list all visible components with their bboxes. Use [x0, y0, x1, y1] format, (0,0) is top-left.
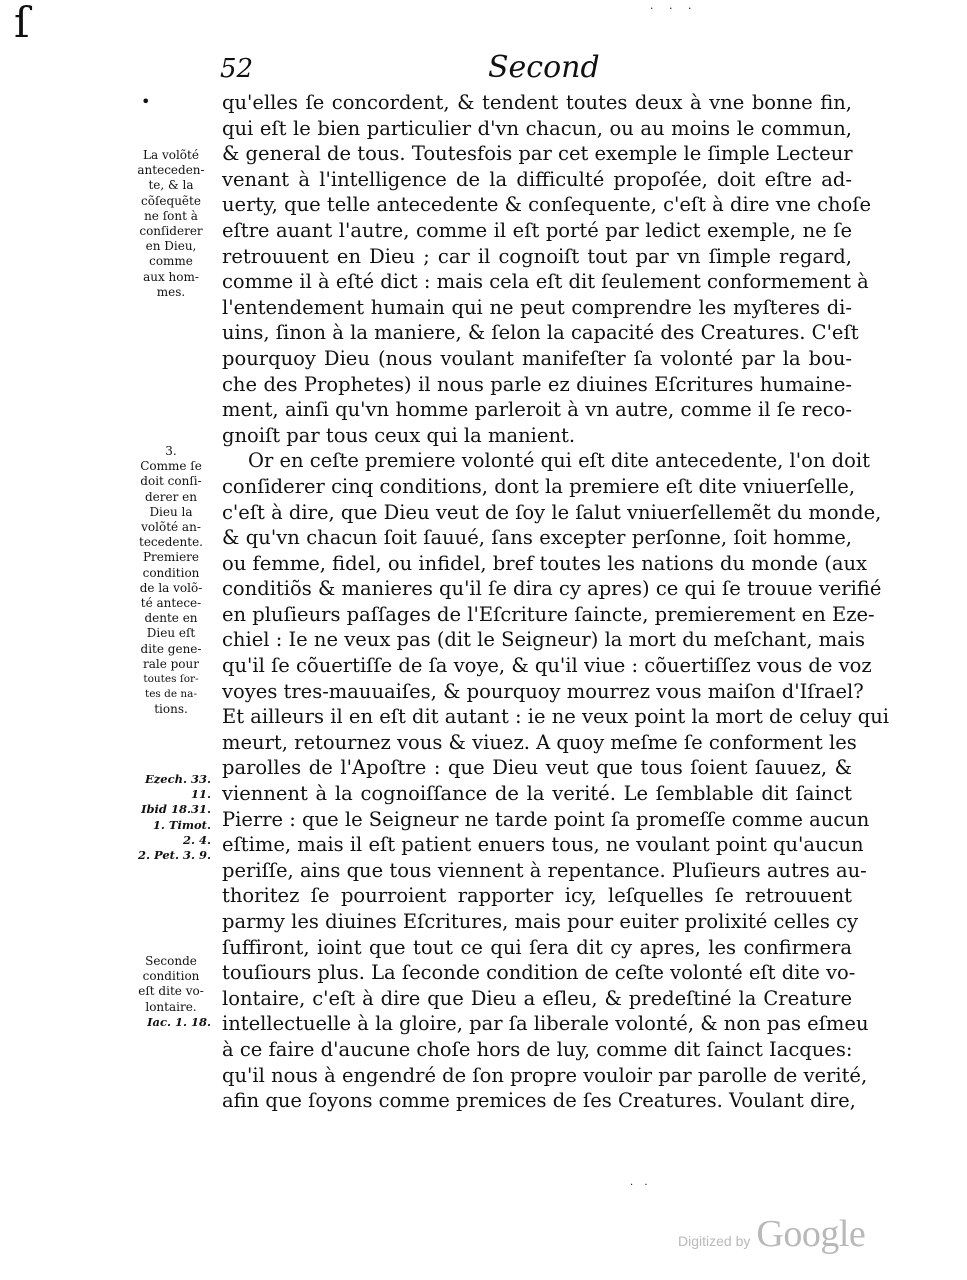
text-line: Or en ceſte premiere volonté qui eſt dite antecedente, l'on doit	[248, 449, 870, 473]
running-head: Second	[488, 50, 600, 85]
margin-line: aux hom-	[143, 269, 199, 284]
text-line: venant à l'intelligence de la difficulté propoſée, doit eſtre ad-	[222, 167, 852, 191]
text-line: viennent à la cognoiſſance de la verité. Le ſemblable dit ſainct	[222, 782, 852, 806]
text-line: retrouuent en Dieu ; car il cognoiſt tout par vn ſimple regard,	[222, 244, 852, 268]
text-line: parolles de l'Apoſtre : que Dieu veut que tous ſoient ſauuez, &	[222, 756, 852, 780]
text-line: c'eſt à dire, que Dieu veut de ſoy le ſalut vniuerſellemẽt du monde,	[222, 500, 882, 524]
margin-line: anteceden-	[137, 163, 205, 178]
margin-line: ne ſont à	[144, 208, 198, 223]
margin-line: volõté an-	[141, 520, 201, 535]
text-line: conſiderer cinq conditions, dont la premiere eſt dite vniuerſelle,	[222, 474, 856, 498]
margin-line: 3.	[165, 444, 177, 458]
margin-line: condition	[142, 565, 200, 580]
text-line: qu'il ſe cõuertiſſe de ſa voye, & qu'il viue : cõuertiſſez vous de voz	[222, 654, 872, 678]
margin-line: dite gene-	[140, 641, 202, 656]
text-line: comme il à eſté dict : mais cela eſt dit ſeulement conformement à	[222, 270, 869, 294]
margin-line: Comme ſe	[140, 459, 202, 474]
margin-line: de la volõ-	[139, 580, 203, 595]
margin-line: conſiderer	[139, 224, 203, 239]
text-line: Pierre : que le Seigneur ne tarde point ſa promeſſe comme aucun	[222, 807, 870, 831]
text-line: en pluſieurs paſſages de l'Eſcriture ſaincte, premierement en Eze-	[222, 602, 875, 626]
margin-line: Dieu la	[149, 504, 193, 519]
text-line: che des Prophetes) il nous parle ez diuines Eſcritures humaine-	[222, 372, 852, 396]
text-line: gnoiſt par tous ceux qui la manient.	[222, 423, 576, 447]
digitized-watermark	[678, 1212, 865, 1256]
bottom-speck-marks: · ·	[630, 1180, 652, 1191]
scripture-reference: 2. Pet. 3. 9.	[138, 848, 211, 863]
text-line: qu'elles ſe concordent, & tendent toutes deux à vne bonne fin,	[222, 91, 852, 114]
scripture-reference: Ezech. 33.	[145, 772, 211, 786]
margin-line: tions.	[154, 702, 188, 717]
margin-line: Dieu eſt	[146, 626, 196, 641]
margin-line: tes de na-	[144, 688, 197, 701]
text-line: qui eſt le bien particulier d'vn chacun, ou au moins le commun,	[222, 116, 852, 140]
text-line: eſtime, mais il eſt patient enuers tous, ne voulant point qu'aucun	[222, 833, 864, 857]
margin-line: eſt dite vo-	[138, 984, 204, 999]
margin-line: doit conſi-	[140, 474, 202, 489]
margin-scripture-refs	[131, 772, 211, 863]
text-line: eſtre auant l'autre, comme il eſt porté par ledict exemple, ne ſe	[222, 218, 852, 242]
margin-line: La volõté	[143, 148, 199, 162]
margin-line: derer en	[144, 489, 197, 504]
top-speck-marks: · · ·	[650, 2, 698, 15]
text-line: lontaire, c'eſt à dire que Dieu a eſleu, & predeſtiné la Creature	[222, 986, 852, 1010]
text-line: touſiours plus. La ſeconde condition de ceſte volonté eſt dite vo-	[222, 961, 856, 985]
margin-line: cõſequẽte	[141, 193, 201, 208]
margin-line: toutes ſor-	[143, 673, 199, 686]
margin-note-antecedent	[131, 148, 211, 300]
margin-line: lontaire.	[145, 999, 197, 1014]
margin-line: condition	[142, 969, 200, 984]
text-line: à ce faire d'aucune choſe hors de luy, comme dit ſainct Iacques:	[222, 1037, 853, 1061]
text-line: ou femme, fidel, ou infidel, bref toutes les nations du monde (aux	[222, 551, 868, 575]
watermark-prefix: Digitized by	[678, 1233, 751, 1249]
text-line: voyes tres-mauuaiſes, & pourquoy mourrez vous maiſon d'Iſrael?	[222, 679, 864, 703]
text-line: pourquoy Dieu (nous voulant manifeſter ſa volonté par la bou-	[222, 346, 852, 370]
margin-line: Premiere	[142, 550, 200, 565]
margin-note-second-condition	[131, 954, 211, 1030]
page-number: 52	[220, 54, 254, 84]
text-line: Et ailleurs il en eſt dit autant : ie ne veux point la mort de celuy qui	[222, 705, 890, 729]
margin-line: Seconde	[145, 954, 197, 968]
text-line: conditiõs & manieres qu'il ſe dira cy apres) ce qui ſe trouue verifié	[222, 577, 882, 601]
google-logo: Google	[756, 1213, 866, 1255]
text-line: uerty, que telle antecedente & conſequente, c'eſt à dire vne choſe	[222, 193, 872, 217]
text-line: qu'il nous à engendré de ſon propre vouloir par parolle de verité,	[222, 1063, 868, 1087]
margin-line: en Dieu,	[145, 239, 197, 254]
main-text-block	[222, 90, 890, 1114]
margin-line: dente en	[144, 611, 198, 626]
text-line: intellectuelle à la gloire, par ſa liberale volonté, & non pas eſmeu	[222, 1012, 869, 1036]
text-line: ment, ainſi qu'vn homme parleroit à vn autre, comme il ſe reco-	[222, 398, 852, 422]
text-line: ſuffiront, ioint que tout ce qui ſera dit cy apres, les confirmera	[222, 935, 852, 959]
text-line: parmy les diuines Eſcritures, mais pour euiter prolixité celles cy	[222, 910, 859, 933]
text-line: uins, ſinon à la maniere, & ſelon la capacité des Creatures. C'eſt	[222, 321, 859, 345]
text-line: periſſe, ains que tous viennent à repentance. Pluſieurs autres au-	[222, 858, 867, 882]
margin-note-first-condition	[131, 444, 211, 718]
scripture-reference: 1. Timot.	[152, 817, 211, 832]
text-line: l'entendement humain qui ne peut comprendre les myſteres di-	[222, 295, 852, 319]
scripture-reference: Iac. 1. 18.	[147, 1014, 211, 1029]
text-line: meurt, retournez vous & viuez. A quoy meſme ſe conforment les	[222, 730, 857, 754]
margin-bullet: •	[141, 92, 151, 111]
margin-line: té antece-	[140, 596, 202, 611]
text-line: & qu'vn chacun ſoit ſauué, ſans excepter perſonne, ſoit homme,	[222, 526, 852, 550]
margin-line: te, & la	[148, 178, 194, 193]
text-line: thoritez ſe pourroient rapporter icy, leſquelles ſe retrouuent	[222, 884, 852, 908]
scripture-reference: 2. 4.	[182, 832, 211, 847]
margin-line: tecedente.	[139, 535, 203, 550]
margin-line: rale pour	[142, 656, 199, 671]
page-corner-mark: ſ	[14, 0, 30, 47]
margin-line: comme	[149, 254, 193, 269]
scripture-reference: Ibid 18.31.	[141, 802, 211, 817]
text-line: & general de tous. Toutesfois par cet exemple le ſimple Lecteur	[222, 142, 853, 166]
margin-line: mes.	[156, 284, 186, 299]
text-line: chiel : Ie ne veux pas (dit le Seigneur) la mort du meſchant, mais	[222, 628, 865, 652]
text-line: afin que ſoyons comme premices de ſes Creatures. Voulant dire,	[222, 1089, 856, 1113]
scripture-reference: 11.	[190, 787, 211, 802]
